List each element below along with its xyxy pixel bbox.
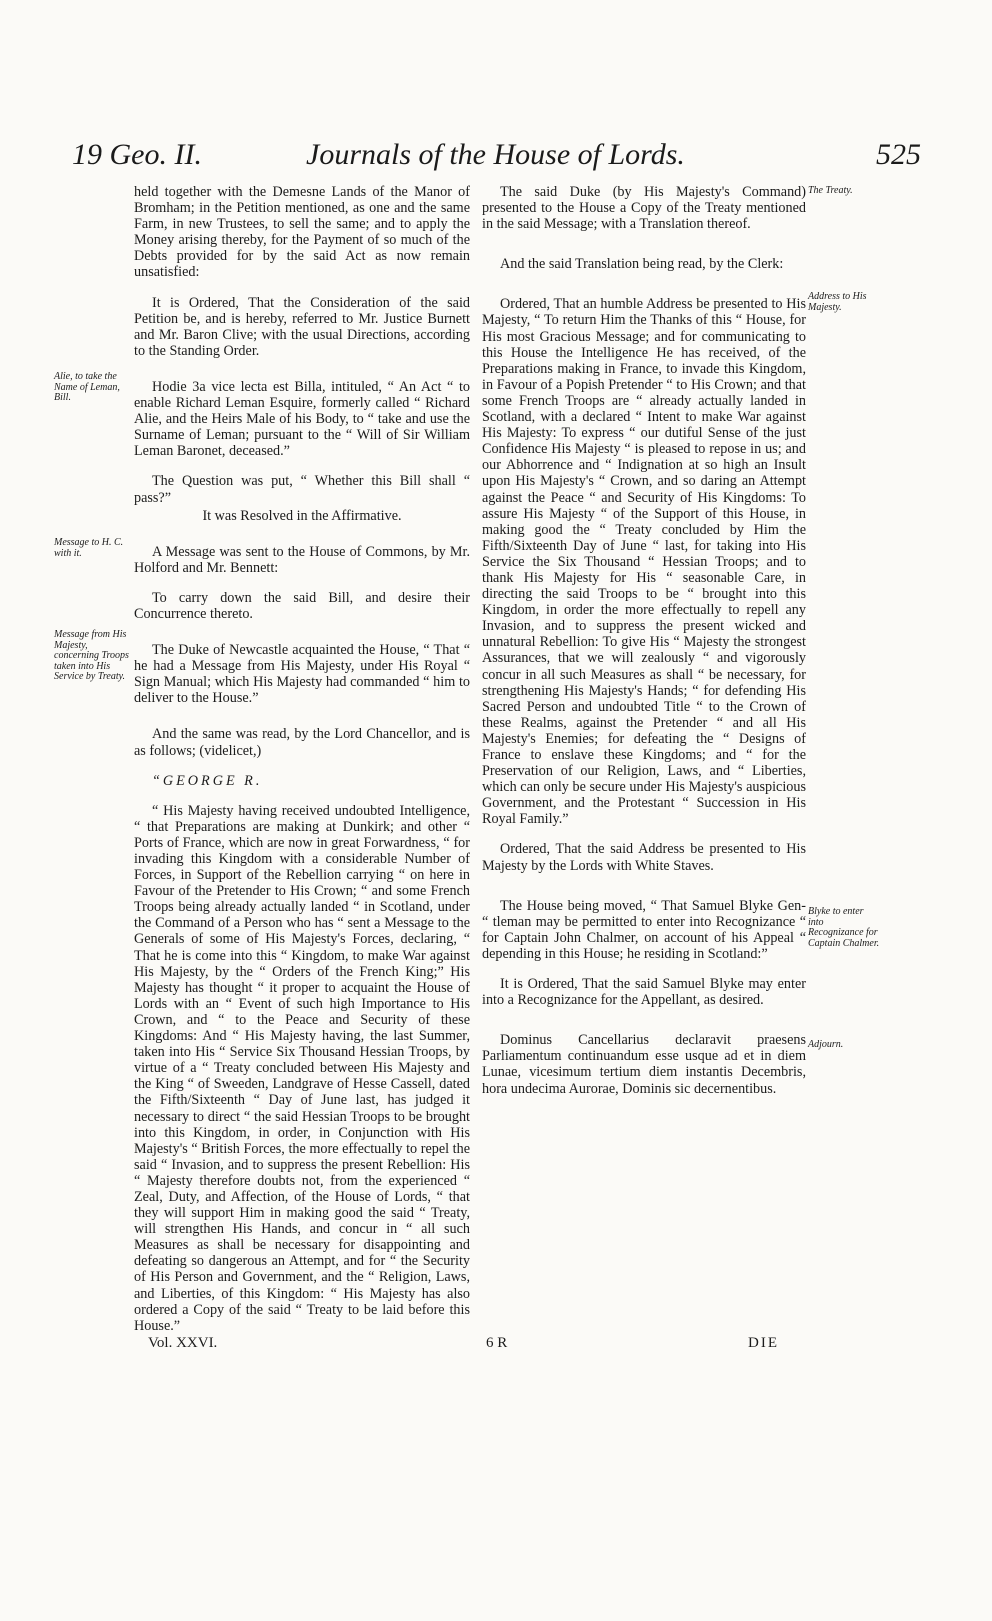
catchword: DIE xyxy=(748,1335,779,1351)
paragraph: The Question was put, “ Whether this Bill shall “ pass?” xyxy=(134,473,470,506)
paragraph: The Duke of Newcastle acquainted the House, “ That “ he had a Message from His Majesty, under His Royal “ Sign Manual; which His Majesty had commanded “ him to deliver to the House.” xyxy=(134,642,470,707)
page-number: 525 xyxy=(876,138,921,171)
paragraph: “ His Majesty having received undoubted Intelligence, “ that Preparations are making at Dunkirk; and other “ Ports of France, which are now in great Forwardness, “ for invading this Kingdom with a considerable Number of Forces, in Support of the Rebellion carrying “ on here in Favour of the Pretender to His Crown; “ and some French Troops being already actually landed “ in Scotland, under the Command of a Person who has “ sent a Message to the Generals of some of His Majesty's Forces, declaring, “ That he is come into this “ Kingdom, to make War against His Majesty, by the “ Orders of the French King;” His Majesty has thought “ it proper to acquaint the House of Lords with an “ Event of such high Importance to His Crown, and “ to the Peace and Security of these Kingdoms: And “ His Majesty having, the last Summer, taken into His “ Service Six Thousand Hessian Troops, by virtue of a “ Treaty concluded between His Majesty and the King “ of Sweeden, Landgrave of Hesse Cassell, dated the Fifth/Sixteenth “ Day of June last, has judged it necessary to direct “ the said Hessian Troops to be brought into this Kingdom, in order, in Conjunction with His Majesty's “ British Forces, the more effectually to repel the said “ Invasion, and to suppress the present Rebellion: His “ Majesty therefore doubts not, from the experienced “ Zeal, Duty, and Affection, of the House of Lords, “ that they will support Him in making good the said “ Treaty, will strengthen His Hands, and concur in “ all such Measures as shall be necessary for disappointing and defeating so dangerous an Attempt, and for “ the Security of His Person and Government, and the “ Religion, Laws, and Liberties, of this Kingdom: “ His Majesty has also ordered a Copy of the said “ Treaty to be laid before this House.” xyxy=(134,802,470,1334)
margin-note-message-king: Message from His Majesty, concerning Troops taken into His Service by Treaty. xyxy=(54,629,129,682)
page-header xyxy=(0,138,992,178)
paragraph: Ordered, That the said Address be presented to His Majesty by the Lords with White Staves. xyxy=(482,841,806,874)
paragraph: Dominus Cancellarius declaravit praesens Parliamentum continuandum esse usque ad et in diem Lunae, vicesimum tertium diem instantis Decembris, hora undecima Aurorae, Dominis sic decernentibus. xyxy=(482,1032,806,1097)
paragraph: Ordered, That an humble Address be presented to His Majesty, “ To return Him the Thanks of this “ House, for His most Gracious Message; and for communicating to this House the Intelligence He has received, of the Preparations making in France, to invade this Kingdom, in Favour of a Popish Pretender “ to His Crown; and that some French Troops are “ already actually landed in Scotland, with a declared “ Intent to make War against His Majesty: To express “ our dutiful Sense of the just Confidence His Majesty “ is pleased to repose in us; and our Abhorrence and “ Indignation at so high an Insult upon His Majesty's “ Crown, and so daring an Attempt against the Peace “ and Security of His Kingdoms: To assure His Majesty “ of the Support of this House, in making good the “ Treaty concluded by Him the Fifth/Sixteenth Day of June “ last, for taking into His Service the Six Thousand “ Hessian Troops; and to thank His Majesty for His “ seasonable Care, in directing the said Troops to be “ brought into this Kingdom, in order the more effectually to repell any Invasion, and to suppress the present wicked and unnatural Rebellion: To give His “ Majesty the strongest Assurances, that we will zealously “ and vigorously concur in all such Measures as shall “ be necessary, for strengthening His Majesty's Hands; “ for defending His Sacred Person and undoubted Title “ to the Crown of these Realms, against the Pretender “ and all His Majesty's Enemies; for defeating the “ Designs of France to enslave these Kingdoms; and “ for the Preservation of our Religion, Laws, and “ Liberties, which can only be secure under His Majesty's auspicious Government, and the Protestant “ Succession in His Royal Family.” xyxy=(482,296,806,828)
margin-note-alie: Alie, to take the Name of Leman, Bill. xyxy=(54,371,120,403)
margin-note-address: Address to His Majesty. xyxy=(808,291,867,313)
signature-mark: 6 R xyxy=(486,1335,508,1351)
paragraph: To carry down the said Bill, and desire their Concurrence thereto. xyxy=(134,589,470,622)
paragraph: A Message was sent to the House of Commons, by Mr. Holford and Mr. Bennett: xyxy=(134,543,470,576)
paragraph: It was Resolved in the Affirmative. xyxy=(202,507,402,524)
paragraph: It is Ordered, That the said Samuel Blyke may enter into a Recognizance for the Appellant, as desired. xyxy=(482,976,806,1009)
left-column xyxy=(134,184,470,1348)
paragraph: Hodie 3a vice lecta est Billa, intituled, “ An Act “ to enable Richard Leman Esquire, formerly called “ Richard Alie, and the Heirs Male of his Body, to “ take and use the Surname of Leman; pursuant to the “ Will of Sir William Leman Baronet, deceased.” xyxy=(134,378,470,460)
right-column xyxy=(482,184,806,1111)
margin-note-treaty: The Treaty. xyxy=(808,185,853,196)
paragraph: It is Ordered, That the Consideration of the said Petition be, and is hereby, referred to Mr. Justice Burnett and Mr. Baron Clive; with the usual Directions, according to the Standing Order. xyxy=(134,294,470,359)
paragraph: The House being moved, “ That Samuel Blyke Gen- “ tleman may be permitted to enter into Recognizance “ for Captain John Chalmer, on account of his Appeal “ depending in this House; he residing in Scotland:” xyxy=(482,897,806,962)
regnal-year: 19 Geo. II. xyxy=(72,138,202,171)
margin-note-adjourn: Adjourn. xyxy=(808,1039,844,1050)
margin-note-message-hc: Message to H. C. with it. xyxy=(54,537,124,559)
margin-note-blyke: Blyke to enter into Recognizance for Captain Chalmer. xyxy=(808,906,880,949)
royal-signature: “GEORGE R. xyxy=(152,772,263,789)
volume-number: Vol. XXVI. xyxy=(148,1335,218,1351)
journal-title: Journals of the House of Lords. xyxy=(306,138,685,171)
paragraph: The said Duke (by His Majesty's Command) presented to the House a Copy of the Treaty mentioned in the said Message; with a Translation thereof. xyxy=(482,184,806,233)
paragraph: And the same was read, by the Lord Chancellor, and is as follows; (videlicet,) xyxy=(134,726,470,759)
paragraph: held together with the Demesne Lands of the Manor of Bromham; in the Petition mentioned, as one and the same Farm, in new Trustees, to sell the same; and to apply the Money arising thereby, for the Payment of so much of the Debts provided for by the said Act as now remain unsatisfied: xyxy=(134,184,470,281)
paragraph: And the said Translation being read, by the Clerk: xyxy=(500,256,784,273)
